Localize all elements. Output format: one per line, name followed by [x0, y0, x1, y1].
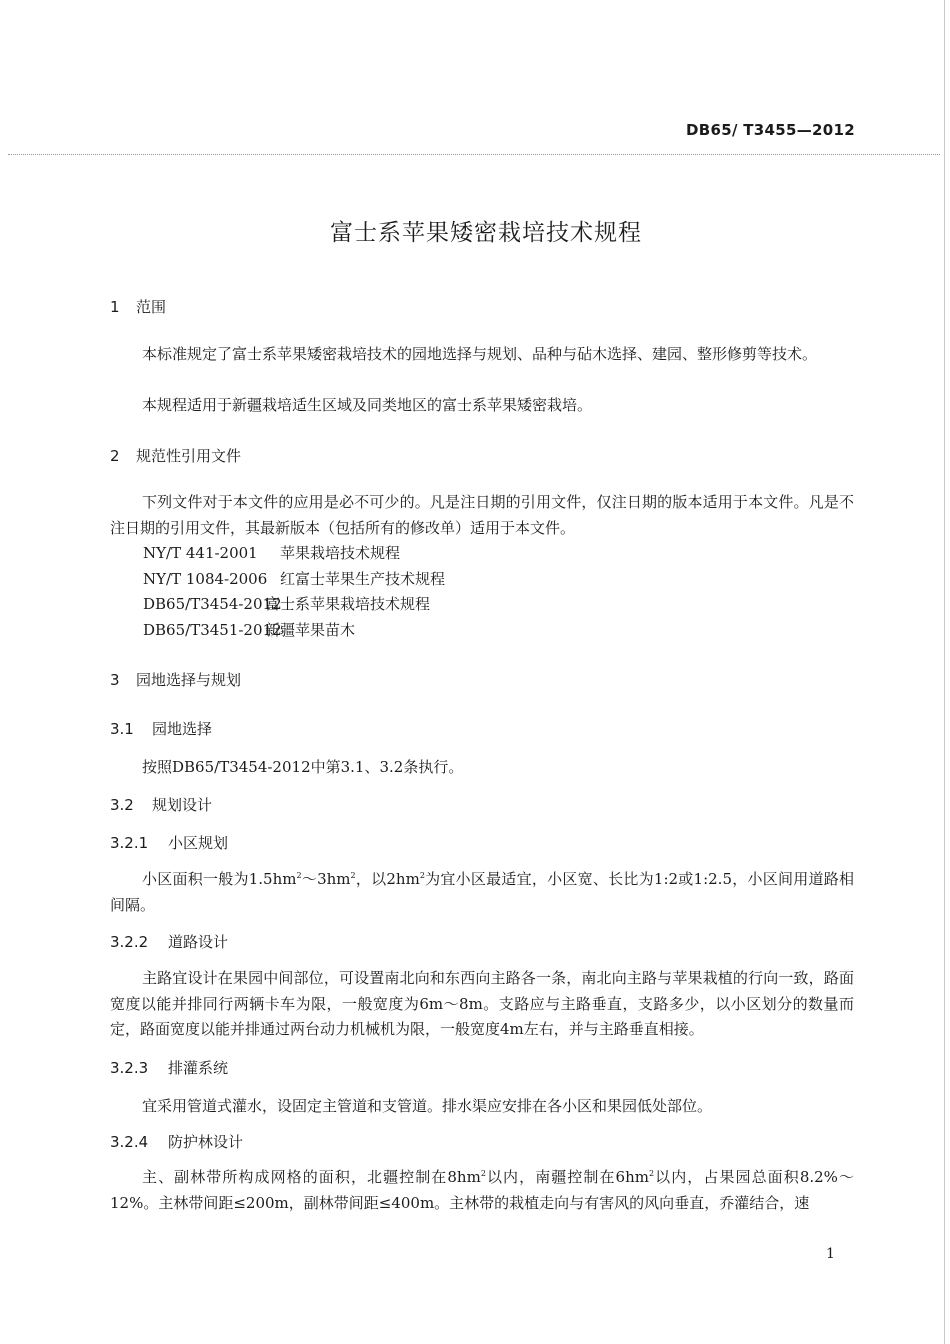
section-title: 规范性引用文件: [136, 447, 242, 465]
section-1-paragraph-2: 本规程适用于新疆栽培适生区域及同类地区的富士系苹果矮密栽培。: [142, 396, 593, 414]
section-3-2-heading: [110, 794, 212, 815]
section-number: 1: [110, 298, 120, 316]
page-title: 富士系苹果矮密栽培技术规程: [330, 220, 642, 246]
section-2-heading: [110, 445, 241, 466]
page-edge-line: [944, 0, 945, 1344]
section-number: 3.2.4: [110, 1133, 149, 1151]
section-number: 3.2.1: [110, 834, 149, 852]
section-number: 3.2: [110, 796, 134, 814]
section-3-2-3-paragraph: 宜采用管道式灌水，设固定主管道和支管道。排水渠应安排在各小区和果园低处部位。: [142, 1097, 713, 1115]
section-number: 3.1: [110, 720, 134, 738]
reference-code: NY/T 441-2001: [143, 544, 258, 562]
reference-code: NY/T 1084-2006: [143, 570, 268, 588]
section-number: 2: [110, 447, 120, 465]
section-3-2-1-heading: [110, 832, 228, 853]
section-3-2-4-heading: [110, 1131, 243, 1152]
section-title: 防护林设计: [168, 1133, 244, 1151]
section-3-2-2-paragraph: 主路宜设计在果园中间部位，可设置南北向和东西向主路各一条，南北向主路与苹果栽植的行向一致，路面宽度以能并排同行两辆卡车为限，一般宽度为6m～8m。支路应与主路垂直，支路多少，以小区划分的数量而定，路面宽度以能并排通过两台动力机械机为限，一般宽度4m左右，并与主路垂直相接。: [110, 969, 854, 1038]
section-title: 小区规划: [168, 834, 229, 852]
section-3-1-paragraph: 按照DB65/T3454-2012中第3.1、3.2条执行。: [142, 758, 464, 776]
reference-item: [143, 542, 400, 563]
section-title: 道路设计: [168, 933, 229, 951]
section-title: 园地选择与规划: [136, 671, 242, 689]
reference-title: 富士系苹果栽培技术规程: [265, 595, 431, 613]
section-title: 规划设计: [152, 796, 213, 814]
section-3-2-1-paragraph: 小区面积一般为$1.5hm^2\sim 3hm^2$，以$2hm^2$为宜小区最适宜，小区宽、长比为1:2或1:2.5，小区间用道路相间隔。: [110, 870, 854, 914]
section-3-heading: [110, 669, 241, 690]
section-3-1-heading: [110, 718, 212, 739]
section-title: 园地选择: [152, 720, 213, 738]
reference-code: DB65/T3451-2012: [143, 621, 282, 639]
reference-item: [143, 593, 430, 614]
reference-title: 苹果栽培技术规程: [280, 544, 401, 562]
section-number: 3: [110, 671, 120, 689]
page-number: 1: [826, 1246, 835, 1262]
section-3-2-3-heading: [110, 1057, 228, 1078]
reference-title: 新疆苹果苗木: [265, 621, 356, 639]
section-2-paragraph-1: 下列文件对于本文件的应用是必不可少的。凡是注日期的引用文件，仅注日期的版本适用于本文件。凡是不注日期的引用文件，其最新版本（包括所有的修改单）适用于本文件。: [110, 493, 854, 537]
reference-code: DB65/T3454-2012: [143, 595, 282, 613]
section-1-heading: [110, 296, 166, 317]
section-number: 3.2.3: [110, 1059, 149, 1077]
header-divider: [8, 154, 940, 155]
reference-item: [143, 568, 445, 589]
section-3-2-4-paragraph: 主、副林带所构成网格的面积，北疆控制在$8hm^2$以内，南疆控制在$6hm^2$以内，占果园总面积8.2%～12%。主林带间距≤200m，副林带间距≤400m。主林带的栽植走向与有害风的风向垂直，乔灌结合，速: [110, 1168, 855, 1212]
section-title: 排灌系统: [168, 1059, 229, 1077]
reference-item: [143, 619, 355, 640]
document-code: DB65/ T3455—2012: [686, 121, 855, 139]
section-number: 3.2.2: [110, 933, 149, 951]
section-title: 范围: [136, 298, 167, 316]
section-3-2-2-heading: [110, 931, 228, 952]
reference-title: 红富士苹果生产技术规程: [280, 570, 446, 588]
section-1-paragraph-1: 本标准规定了富士系苹果矮密栽培技术的园地选择与规划、品种与砧木选择、建园、整形修剪等技术。: [142, 345, 818, 363]
